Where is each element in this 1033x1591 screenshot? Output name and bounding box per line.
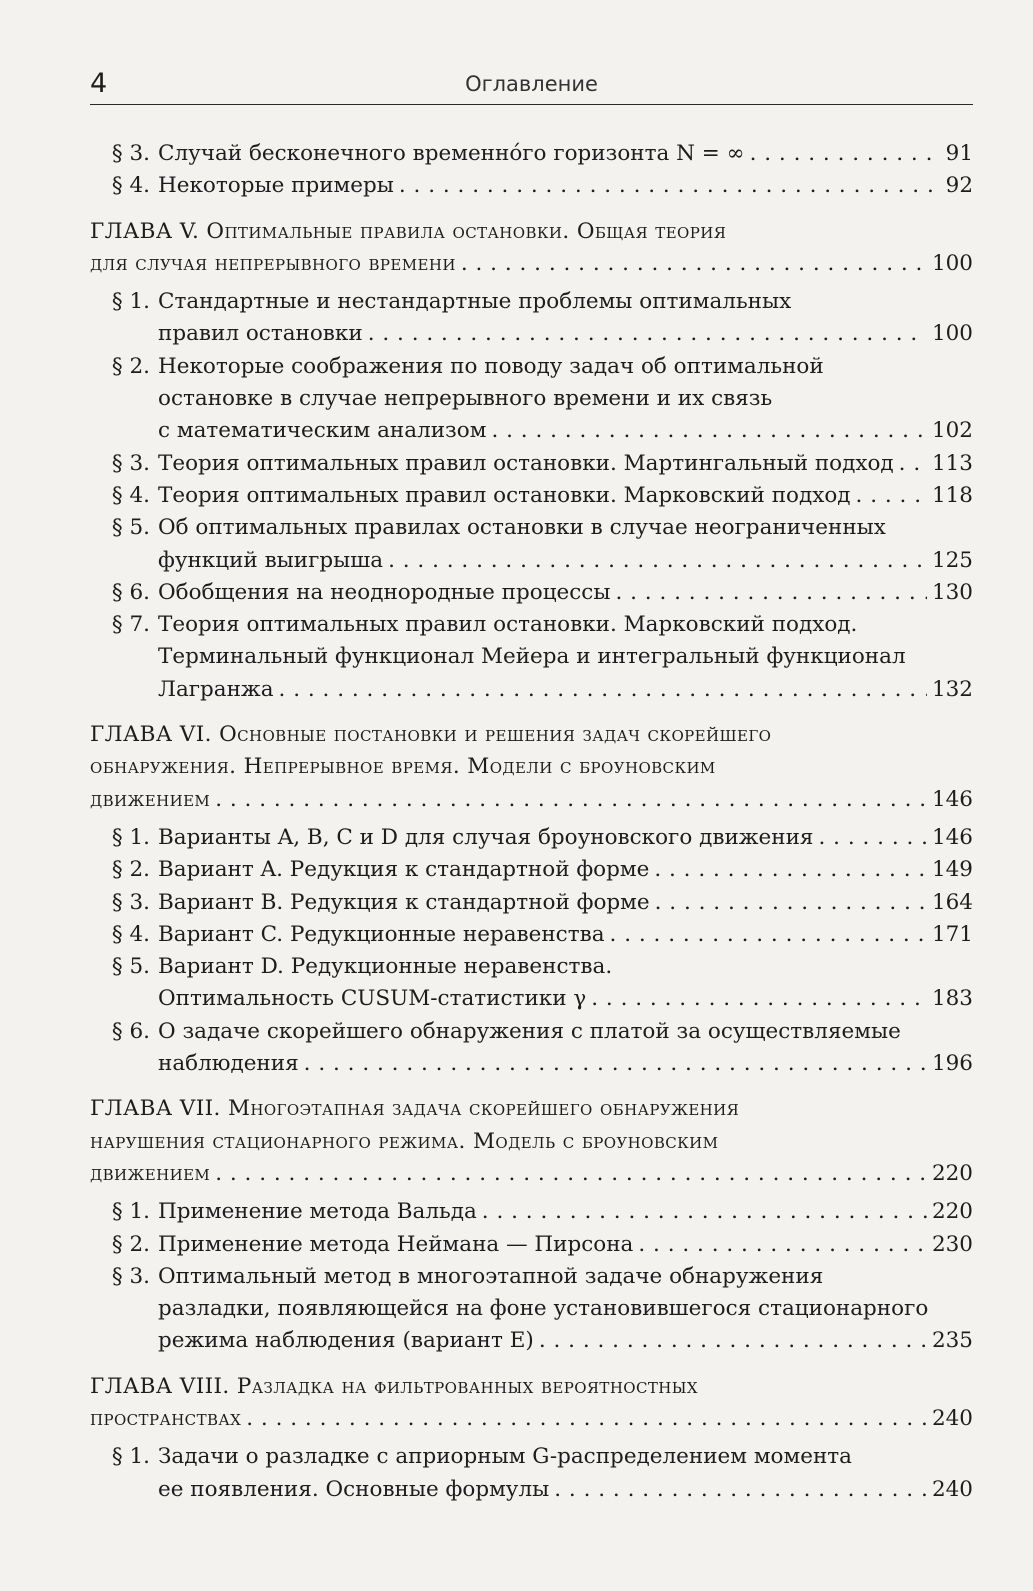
page-ref: 132 [931,676,973,702]
section-title: Оптимальный метод в многоэтапной задаче обнаружения [158,1263,824,1289]
section-number: § 6. [111,1018,150,1044]
toc-line [90,1474,973,1506]
toc-line [90,415,973,447]
dot-leader [491,415,927,447]
dot-leader [399,170,941,202]
dot-leader [539,1325,927,1357]
chapter-title: движением [90,1160,211,1186]
toc-section-entry [90,286,973,351]
dot-leader [750,138,941,170]
section-title: О задаче скорейшего обнаружения с платой за осуществляемые [158,1018,901,1044]
toc-line [90,951,973,983]
dot-leader [610,919,927,951]
dot-leader [655,887,927,919]
page-ref: 149 [931,857,973,883]
toc-section-entry [90,138,973,170]
section-title: Оптимальность CUSUM-статистики γ [158,986,587,1012]
toc-line [90,170,973,202]
dot-leader [304,1048,927,1080]
section-number: § 3. [111,889,150,915]
toc-section-entry [90,512,973,577]
toc-line [90,383,973,415]
section-title: Вариант C. Редукционные неравенства [158,921,605,947]
section-number: § 1. [111,289,150,315]
section-title: Терминальный функционал Мейера и интегральный функционал [158,644,906,670]
toc-line [90,719,973,751]
page-ref: 113 [931,450,973,476]
page-ref: 183 [931,986,973,1012]
dot-leader [615,577,927,609]
chapter-title: движением [90,786,211,812]
dot-leader [388,545,927,577]
chapter-title: пространствах [90,1405,242,1431]
page-ref: 92 [945,173,973,199]
toc-section-entry [90,919,973,951]
toc-line [90,751,973,783]
page-ref: 230 [931,1231,973,1257]
toc-section-entry [90,951,973,1016]
toc-line [90,1158,973,1190]
toc-line [90,919,973,951]
chapter-title: для случая непрерывного времени [90,250,456,276]
page-number: 4 [90,68,108,99]
chapter-title: ГЛАВА VIII. Разладка на фильтрованных вероятностных [90,1373,698,1399]
dot-leader [856,480,927,512]
section-number: § 7. [111,612,150,638]
section-number: § 1. [111,1444,150,1470]
section-number: § 2. [111,857,150,883]
section-title: правил остановки [158,321,363,347]
page-ref: 164 [931,889,973,915]
page-ref: 220 [931,1199,973,1225]
section-title: остановке в случае непрерывного времени и их связь [158,386,773,412]
toc-line [90,1229,973,1261]
toc-section-entry [90,448,973,480]
toc-line [90,641,973,673]
toc-line [90,286,973,318]
chapter-title: ГЛАВА VI. Основные постановки и решения задач скорейшего [90,722,772,748]
section-number: § 4. [111,921,150,947]
toc-section-entry [90,854,973,886]
toc-section-entry [90,1261,973,1358]
toc-section-entry [90,1441,973,1506]
toc-line [90,674,973,706]
section-title: с математическим анализом [158,418,487,444]
toc-line [90,1261,973,1293]
toc-section-entry [90,351,973,448]
toc-chapter-entry [90,216,973,281]
section-title: Теория оптимальных правил остановки. Мартингальный подход [158,450,894,476]
page-ref: 118 [931,482,973,508]
toc-line [90,854,973,886]
page-ref: 146 [931,824,973,850]
chapter-title: ГЛАВА VII. Многоэтапная задача скорейшего обнаружения [90,1096,740,1122]
section-title: Вариант B. Редукция к стандартной форме [158,889,650,915]
section-title: ее появления. Основные формулы [158,1476,550,1502]
toc-section-entry [90,1229,973,1261]
toc-section-entry [90,170,973,202]
toc-line [90,577,973,609]
toc-line [90,318,973,350]
page-ref: 146 [931,786,973,812]
section-number: § 2. [111,1231,150,1257]
section-number: § 4. [111,482,150,508]
chapter-title: нарушения стационарного режима. Модель с броуновским [90,1128,719,1154]
toc-chapter-entry [90,1093,973,1190]
section-title: Некоторые примеры [158,173,394,199]
toc-line [90,784,973,816]
dot-leader [461,248,927,280]
section-title: Обобщения на неоднородные процессы [158,579,611,605]
toc-line [90,1441,973,1473]
section-title: Применение метода Вальда [158,1199,477,1225]
section-number: § 1. [111,1199,150,1225]
dot-leader [368,318,927,350]
toc-line [90,1325,973,1357]
toc-line [90,609,973,641]
page-ref: 240 [931,1405,973,1431]
toc-line [90,887,973,919]
table-of-contents [90,138,973,1506]
toc-line [90,448,973,480]
section-number: § 5. [111,515,150,541]
dot-leader [215,784,927,816]
toc-section-entry [90,480,973,512]
page-ref: 125 [931,547,973,573]
toc-line [90,1403,973,1435]
page-header [90,64,973,105]
toc-chapter-entry [90,1371,973,1436]
section-title: функций выигрыша [158,547,384,573]
page-ref: 91 [945,141,973,166]
dot-leader [482,1196,927,1228]
section-title: Вариант A. Редукция к стандартной форме [158,857,650,883]
toc-line [90,983,973,1015]
toc-line [90,1093,973,1125]
section-number: § 3. [111,450,150,476]
section-number: § 3. [111,1263,150,1289]
section-title: Вариант D. Редукционные неравенства. [158,954,613,980]
section-number: § 4. [111,173,150,199]
toc-section-entry [90,1016,973,1081]
toc-line [90,216,973,248]
section-title: Стандартные и нестандартные проблемы оптимальных [158,289,792,315]
toc-section-entry [90,822,973,854]
page-ref: 130 [931,579,973,605]
dot-leader [554,1474,927,1506]
page-ref: 171 [931,921,973,947]
toc-line [90,1016,973,1048]
chapter-title: ГЛАВА V. Оптимальные правила остановки. Общая теория [90,218,727,244]
section-title: режима наблюдения (вариант E) [158,1328,534,1354]
section-number: § 3. [111,141,150,166]
page-ref: 100 [931,250,973,276]
page-ref: 235 [931,1328,973,1354]
section-title: Варианты A, B, C и D для случая броуновского движения [158,824,814,850]
page-ref: 196 [931,1051,973,1077]
section-number: § 6. [111,579,150,605]
toc-line [90,138,973,170]
page-ref: 220 [931,1160,973,1186]
toc-line [90,822,973,854]
section-number: § 2. [111,353,150,379]
toc-line [90,1293,973,1325]
section-title: Лагранжа [158,676,274,702]
dot-leader [638,1229,927,1261]
section-title: Теория оптимальных правил остановки. Марковский подход [158,482,851,508]
dot-leader [899,448,927,480]
section-title: наблюдения [158,1051,299,1077]
toc-line [90,351,973,383]
section-title: Об оптимальных правилах остановки в случае неограниченных [158,515,886,541]
toc-section-entry [90,887,973,919]
dot-leader [246,1403,927,1435]
section-title: Применение метода Неймана — Пирсона [158,1231,634,1257]
section-number: § 5. [111,954,150,980]
toc-line [90,1048,973,1080]
running-head: Оглавление [465,72,598,96]
page-ref: 100 [931,321,973,347]
section-title: Задачи о разладке с априорным G-распределением момента [158,1444,852,1470]
toc-line [90,545,973,577]
toc-section-entry [90,609,973,706]
dot-leader [654,854,927,886]
page-ref: 102 [931,418,973,444]
section-title: Теория оптимальных правил остановки. Марковский подход. [158,612,858,638]
toc-line [90,1371,973,1403]
page-ref: 240 [931,1476,973,1502]
dot-leader [279,674,927,706]
toc-section-entry [90,577,973,609]
toc-chapter-entry [90,719,973,816]
toc-line [90,512,973,544]
section-title: Случай бесконечного временнóго горизонта N = ∞ [158,141,745,166]
dot-leader [819,822,927,854]
toc-line [90,1196,973,1228]
dot-leader [591,983,927,1015]
toc-line [90,1126,973,1158]
toc-section-entry [90,1196,973,1228]
toc-line [90,248,973,280]
toc-line [90,480,973,512]
dot-leader [215,1158,927,1190]
section-number: § 1. [111,824,150,850]
chapter-title: обнаружения. Непрерывное время. Модели с броуновским [90,754,716,780]
section-title: разладки, появляющейся на фоне установившегося стационарного [158,1296,929,1322]
section-title: Некоторые соображения по поводу задач об оптимальной [158,353,824,379]
